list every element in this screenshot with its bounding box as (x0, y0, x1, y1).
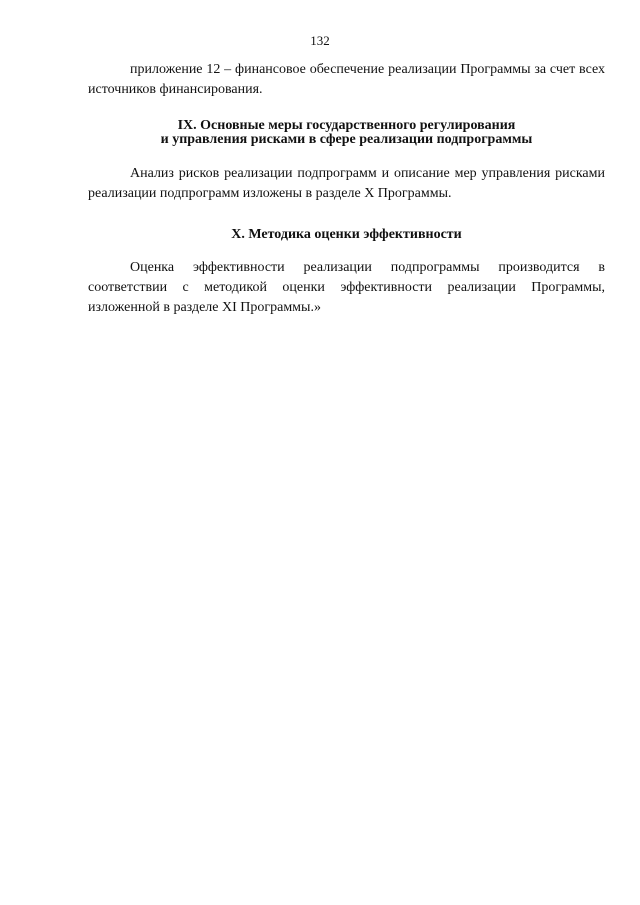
paragraph-risk-analysis: Анализ рисков реализации подпрограмм и описание мер управления рисками реализации подпрограмм изложены в разделе X Программы. (88, 166, 605, 201)
section-heading-x: X. Методика оценки эффективности (231, 227, 462, 242)
document-body (88, 60, 605, 318)
section-heading-ix-line-2: и управления рисками в сфере реализации подпрограммы (160, 132, 533, 147)
page-number: 132 (310, 33, 330, 48)
paragraph-financing-appendix: приложение 12 – финансовое обеспечение реализации Программы за счет всех источников финансирования. (88, 62, 605, 97)
section-heading-ix-line-1: IX. Основные меры государственного регулирования (177, 118, 516, 133)
section-heading-ix (88, 119, 605, 147)
paragraph-efficiency-evaluation: Оценка эффективности реализации подпрограммы производится в соответствии с методикой оценки эффективности реализации Программы, изложенной в разделе XI Программы.» (88, 260, 605, 315)
